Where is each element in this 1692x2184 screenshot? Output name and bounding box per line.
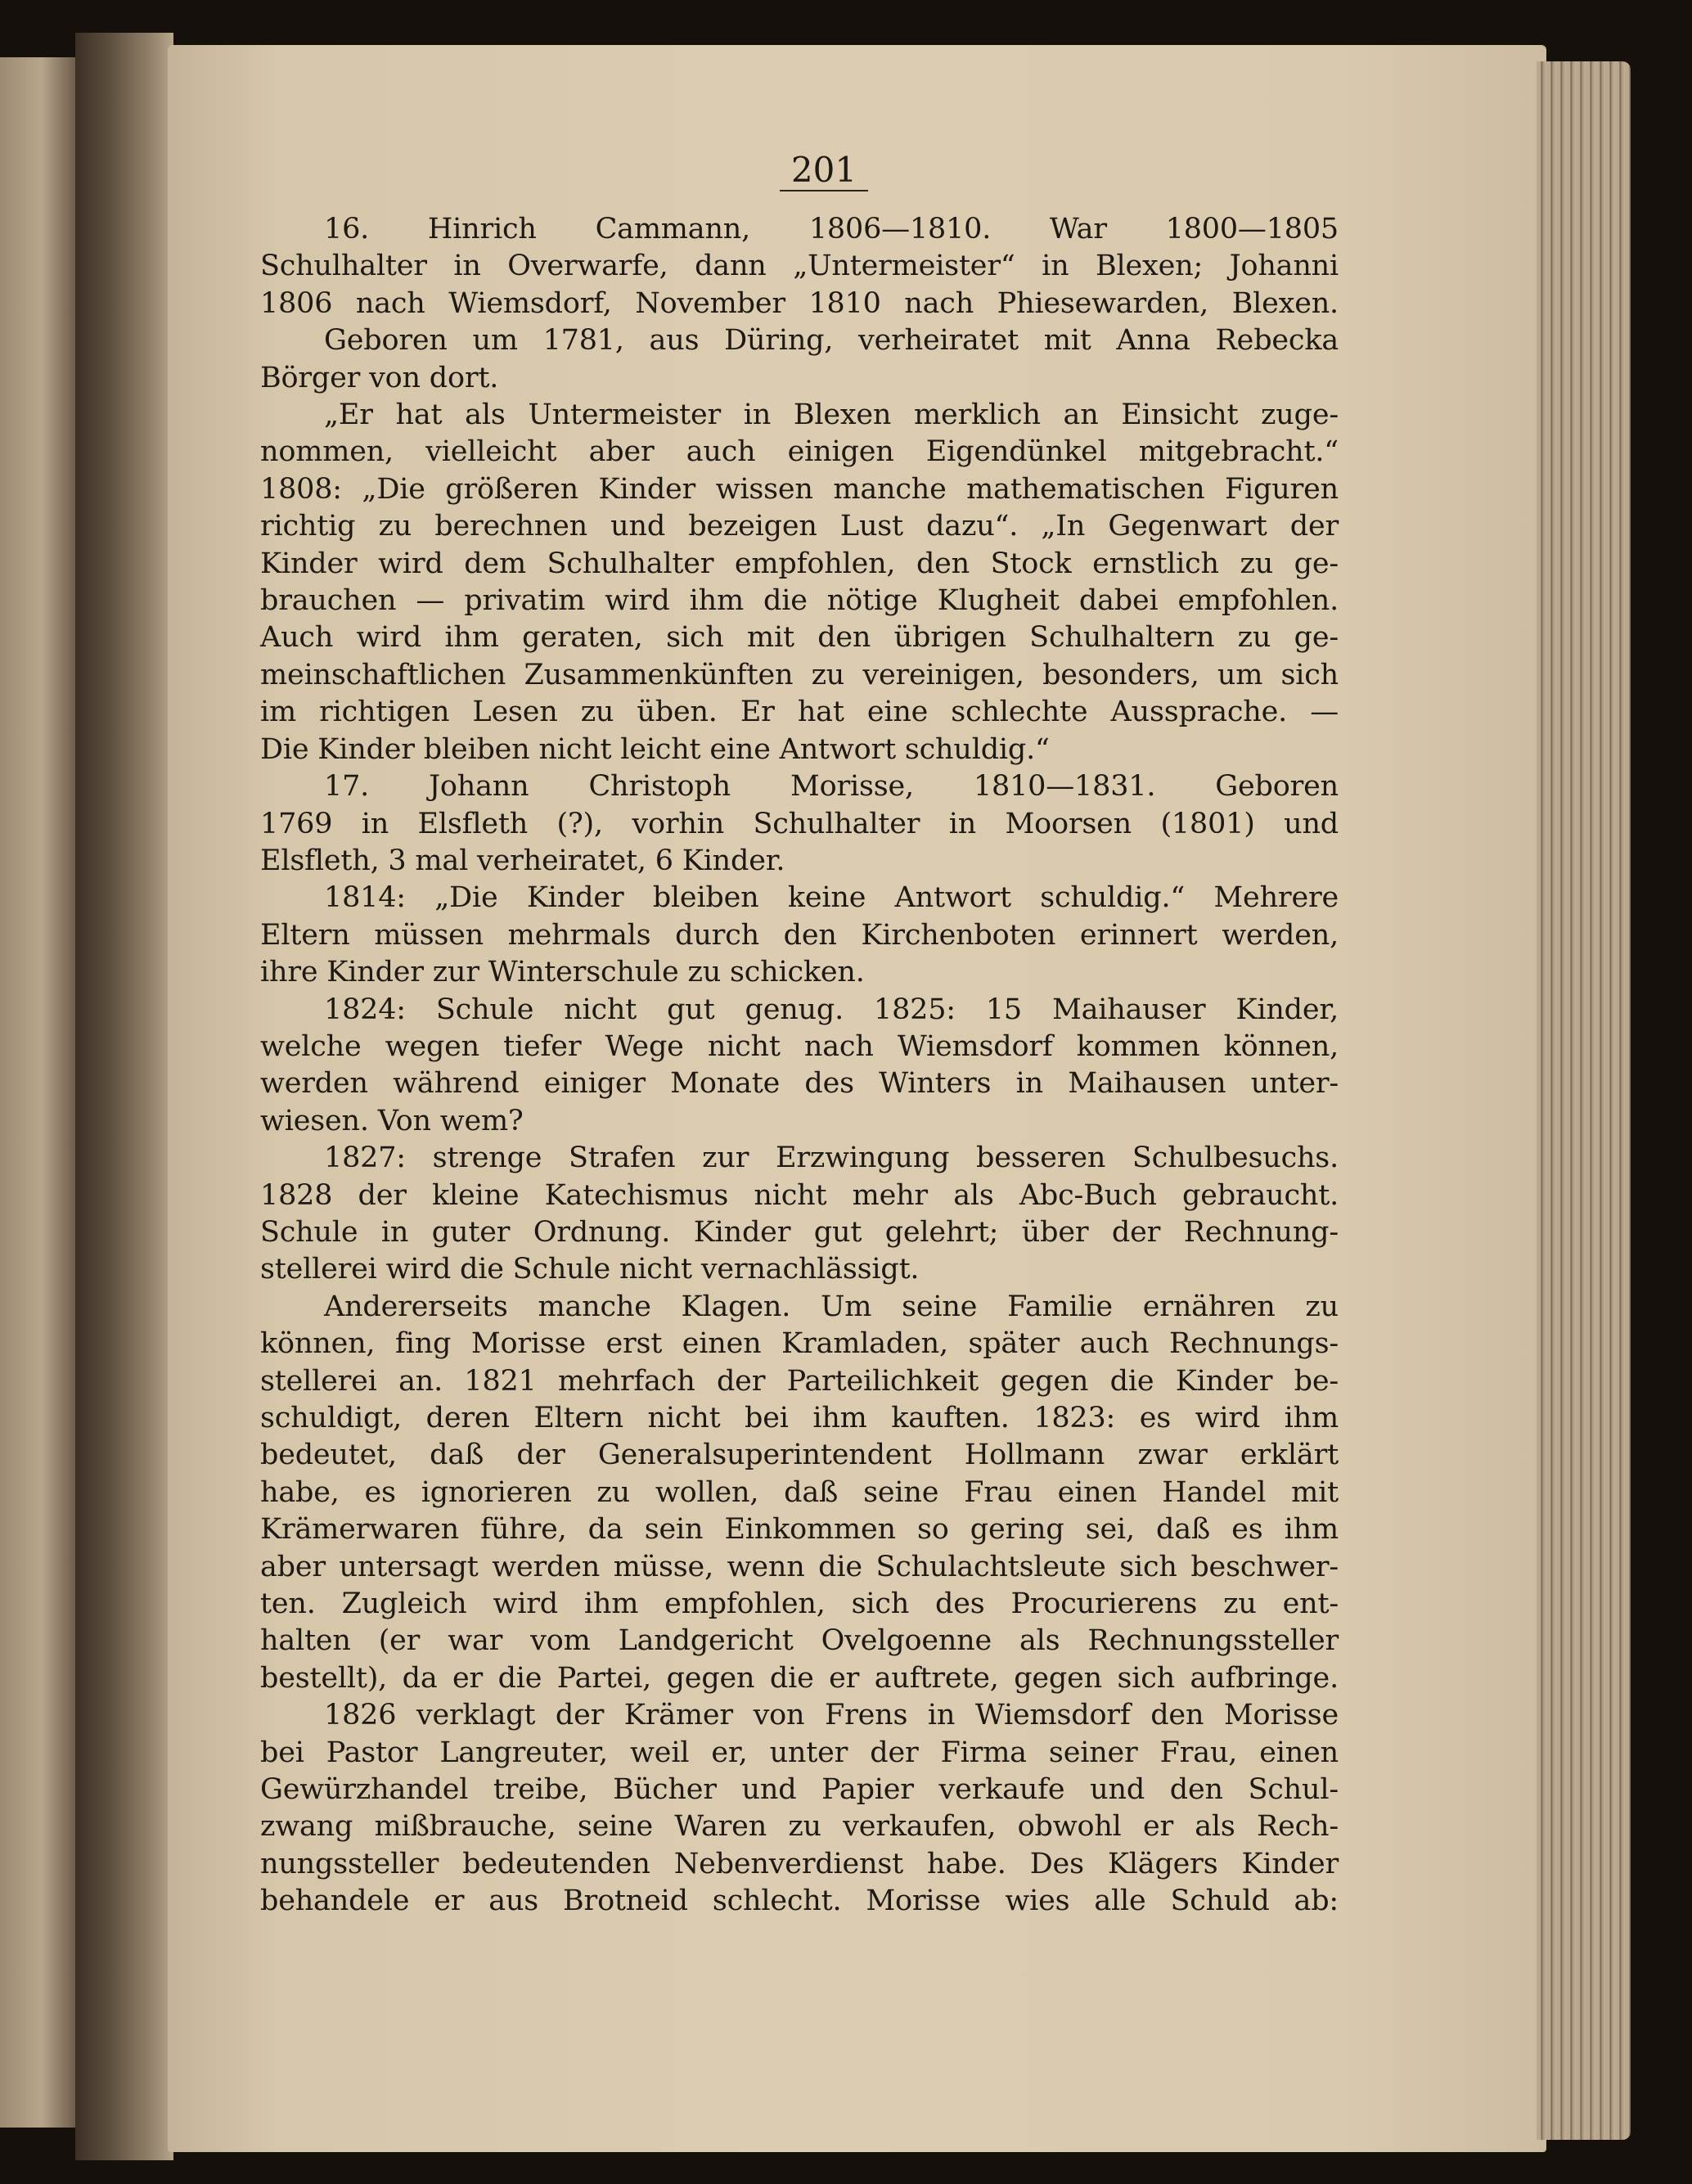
text-line: Auch wird ihm geraten, sich mit den übrigen Schulhaltern zu ge-	[260, 621, 1339, 655]
text-line: ihre Kinder zur Winterschule zu schicken.	[260, 956, 865, 989]
text-line: bei Pastor Langreuter, weil er, unter der Firma seiner Frau, einen	[260, 1736, 1339, 1769]
text-line: halten (er war vom Landgericht Ovelgoenne als Rechnungssteller	[260, 1624, 1339, 1658]
text-line: 1806 nach Wiemsdorf, November 1810 nach Phiesewarden, Blexen.	[260, 286, 1339, 320]
text-line: werden während einiger Monate des Winters in Maihausen unter-	[260, 1067, 1339, 1101]
text-line: 1826 verklagt der Krämer von Frens in Wiemsdorf den Morisse	[324, 1699, 1339, 1732]
text-line: brauchen — privatim wird ihm die nötige Klugheit dabei empfohlen.	[260, 584, 1339, 618]
text-line: aber untersagt werden müsse, wenn die Schulachtsleute sich beschwer-	[260, 1550, 1339, 1583]
text-line: Elsfleth, 3 mal verheiratet, 6 Kinder.	[260, 844, 785, 877]
page-number-label: 201	[780, 150, 868, 191]
text-line: richtig zu berechnen und bezeigen Lust dazu“. „In Gegenwart der	[260, 510, 1339, 543]
text-line: Gewürzhandel treibe, Bücher und Papier verkaufe und den Schul-	[260, 1773, 1339, 1807]
text-line: schuldigt, deren Eltern nicht bei ihm kauften. 1823: es wird ihm	[260, 1402, 1339, 1434]
text-line: 1827: strenge Strafen zur Erzwingung besseren Schulbesuchs.	[324, 1142, 1339, 1175]
text-line: Die Kinder bleiben nicht leicht eine Antwort schuldig.“	[260, 732, 1050, 766]
text-line: Schulhalter in Overwarfe, dann „Untermeister“ in Blexen; Johanni	[260, 250, 1339, 283]
text-line: Schule in guter Ordnung. Kinder gut gelehrt; über der Rechnung-	[260, 1215, 1339, 1249]
text-line: nungssteller bedeutenden Nebenverdienst habe. Des Klägers Kinder	[260, 1847, 1339, 1880]
text-line: Börger von dort.	[260, 361, 499, 394]
text-line: 1824: Schule nicht gut genug. 1825: 15 Maihauser Kinder,	[324, 993, 1339, 1026]
text-line: 16. Hinrich Cammann, 1806—1810. War 1800—1805	[324, 213, 1339, 245]
text-line: zwang mißbrauche, seine Waren zu verkaufen, obwohl er als Rech-	[260, 1810, 1339, 1844]
text-line: habe, es ignorieren zu wollen, daß seine Frau einen Handel mit	[260, 1475, 1339, 1509]
text-line: stellerei wird die Schule nicht vernachlässigt.	[260, 1253, 920, 1286]
text-line: Kinder wird dem Schulhalter empfohlen, den Stock ernstlich zu ge-	[260, 547, 1339, 580]
text-line: bestellt), da er die Partei, gegen die er auftrete, gegen sich aufbringe.	[260, 1661, 1339, 1695]
text-line: können, fing Morisse erst einen Kramladen, später auch Rechnungs-	[260, 1327, 1339, 1361]
text-line: 17. Johann Christoph Morisse, 1810—1831. Geboren	[324, 770, 1339, 804]
text-line: Andererseits manche Klagen. Um seine Familie ernähren zu	[324, 1290, 1339, 1323]
text-line: behandele er aus Brotneid schlecht. Morisse wies alle Schuld ab:	[260, 1885, 1339, 1918]
book-gutter	[75, 33, 173, 2160]
text-line: wiesen. Von wem?	[260, 1104, 524, 1137]
text-line: „Er hat als Untermeister in Blexen merklich an Einsicht zuge-	[324, 399, 1339, 432]
left-page-edge	[0, 57, 75, 2128]
text-lines	[260, 211, 1339, 1921]
page-text	[260, 147, 1339, 1921]
text-line: stellerei an. 1821 mehrfach der Parteilichkeit gegen die Kinder be-	[260, 1364, 1339, 1398]
text-line: Eltern müssen mehrmals durch den Kirchenboten erinnert werden,	[260, 918, 1339, 952]
text-line: 1808: „Die größeren Kinder wissen manche mathematischen Figuren	[260, 472, 1339, 506]
text-line: bedeutet, daß der Generalsuperintendent Hollmann zwar erklärt	[260, 1439, 1339, 1472]
page-edges	[1537, 61, 1631, 2140]
text-line: ten. Zugleich wird ihm empfohlen, sich des Procurierens zu ent-	[260, 1587, 1339, 1621]
text-line: meinschaftlichen Zusammenkünften zu vereinigen, besonders, um sich	[260, 658, 1339, 691]
text-line: 1769 in Elsfleth (?), vorhin Schulhalter in Moorsen (1801) und	[260, 807, 1339, 840]
text-line: nommen, vielleicht aber auch einigen Eigendünkel mitgebracht.“	[260, 435, 1339, 469]
text-line: 1814: „Die Kinder bleiben keine Antwort schuldig.“ Mehrere	[324, 881, 1339, 915]
text-line: Geboren um 1781, aus Düring, verheiratet mit Anna Rebecka	[324, 324, 1339, 358]
text-line: welche wegen tiefer Wege nicht nach Wiemsdorf kommen können,	[260, 1029, 1339, 1063]
text-line: im richtigen Lesen zu üben. Er hat eine schlechte Aussprache. —	[260, 696, 1339, 729]
text-line: Krämerwaren führe, da sein Einkommen so gering sei, daß es ihm	[260, 1513, 1339, 1547]
page-number	[260, 147, 1339, 193]
text-line: 1828 der kleine Katechismus nicht mehr als Abc-Buch gebraucht.	[260, 1178, 1339, 1212]
